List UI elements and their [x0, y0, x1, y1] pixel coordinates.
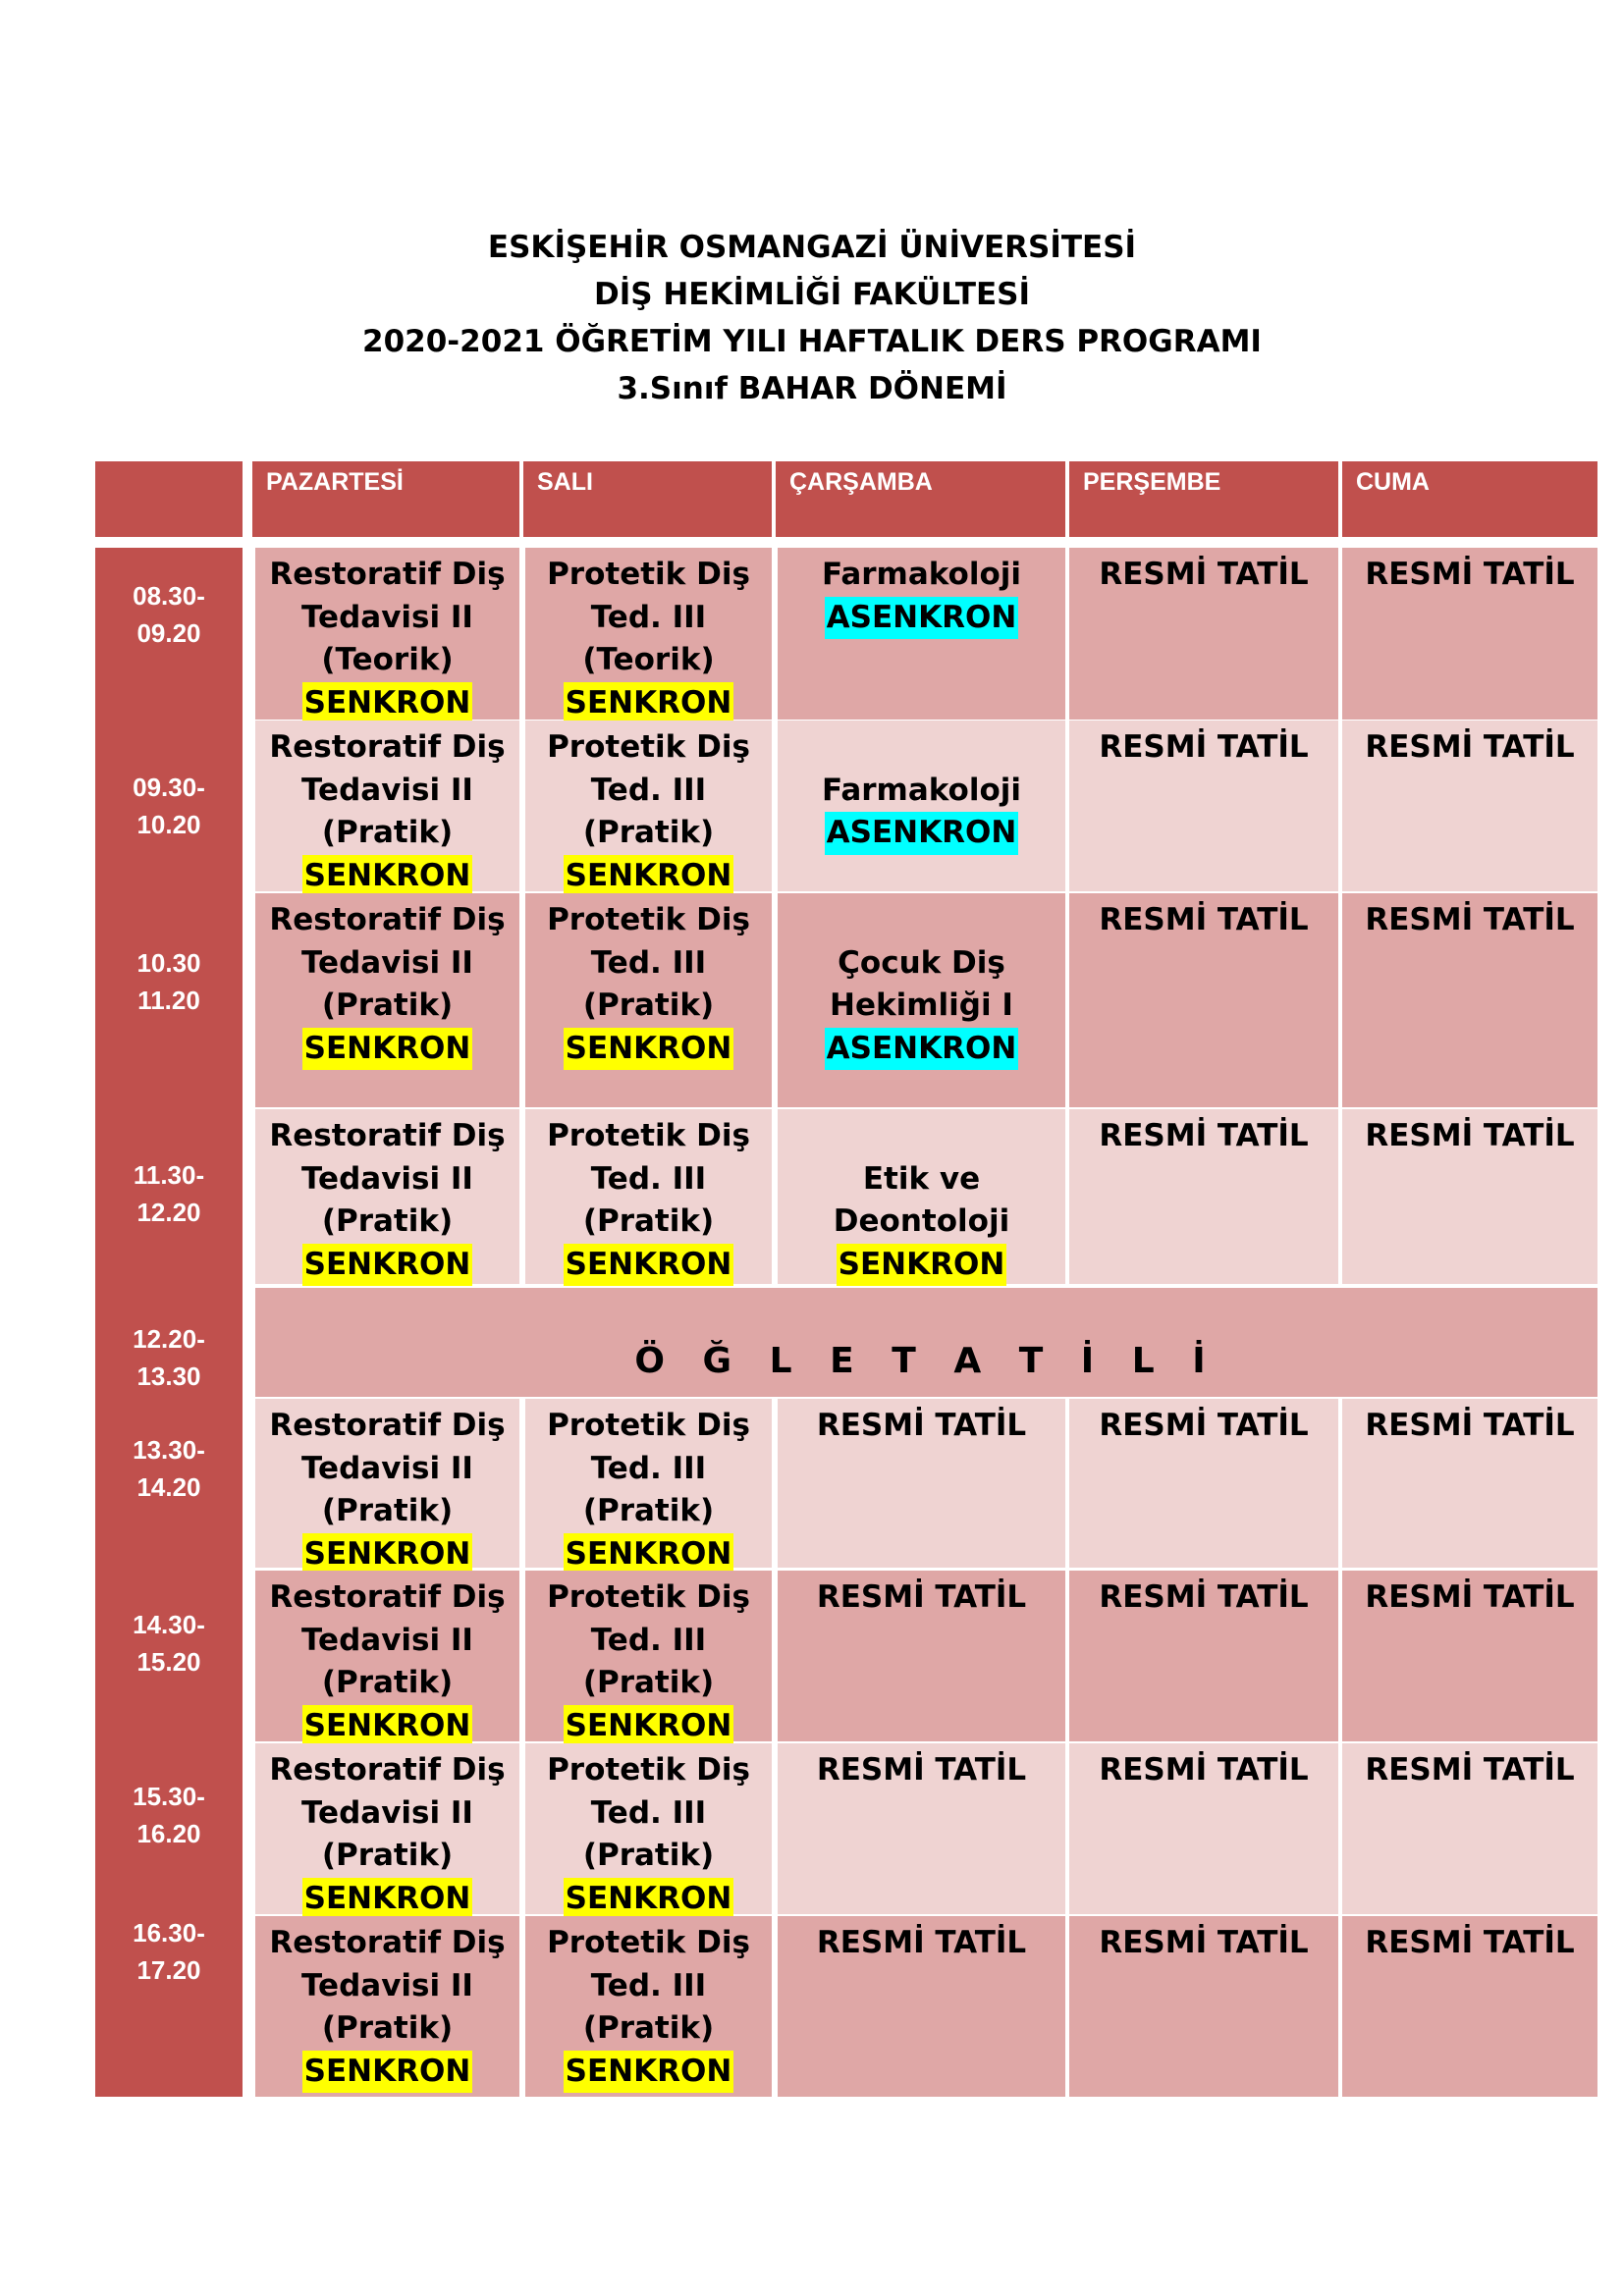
header-day-thursday: PERŞEMBE	[1069, 461, 1338, 537]
course-text: Tedavisi II	[301, 599, 473, 635]
holiday-label: RESMİ TATİL	[1099, 1118, 1309, 1153]
course-text: (Pratik)	[321, 1838, 454, 1873]
mode-badge-senkron: SENKRON	[302, 1705, 473, 1748]
schedule-cell-thursday	[1069, 1399, 1338, 1568]
course-text: Ted. III	[590, 599, 707, 635]
header-corner	[95, 461, 243, 537]
schedule-cell-friday	[1342, 893, 1597, 1107]
time-slot-line: 16.20	[136, 1819, 201, 1848]
course-text: Ted. III	[590, 1794, 707, 1831]
time-slot-label	[95, 1320, 243, 1395]
schedule-cell-wednesday	[778, 1743, 1065, 1914]
title-line-program: 2020-2021 ÖĞRETİM YILI HAFTALIK DERS PROGRAMI	[362, 324, 1262, 359]
course-text: Restoratif Diş	[269, 1925, 506, 1960]
course-text: Etik ve	[862, 1160, 981, 1197]
mode-badge-senkron: SENKRON	[564, 2051, 734, 2094]
mode-badge-senkron: SENKRON	[564, 1028, 734, 1071]
time-slot-label	[95, 1431, 243, 1506]
course-text: Ted. III	[590, 1450, 707, 1486]
course-text: (Pratik)	[321, 1493, 454, 1528]
mode-badge-senkron: SENKRON	[564, 1705, 734, 1748]
holiday-label: RESMİ TATİL	[1099, 1579, 1309, 1615]
course-text: (Pratik)	[321, 1665, 454, 1700]
header-day-friday: CUMA	[1342, 461, 1597, 537]
time-slot-line: 15.20	[136, 1647, 201, 1677]
schedule-cell-monday	[255, 548, 519, 720]
course-text: (Pratik)	[582, 2010, 715, 2046]
title-line-term: 3.Sınıf BAHAR DÖNEMİ	[617, 371, 1007, 406]
schedule-cell-tuesday	[525, 721, 772, 891]
course-text: (Pratik)	[582, 1203, 715, 1239]
mode-badge-asenkron: ASENKRON	[825, 812, 1019, 855]
schedule-cell-tuesday	[525, 893, 772, 1107]
time-slot-line: 09.30-	[133, 773, 205, 802]
course-text: Protetik Diş	[547, 729, 750, 765]
mode-badge-senkron: SENKRON	[564, 1878, 734, 1921]
time-slot-line: 14.20	[136, 1472, 201, 1502]
schedule-cell-friday	[1342, 1916, 1597, 2097]
time-slot-label	[95, 577, 243, 652]
holiday-label: RESMİ TATİL	[1099, 902, 1309, 937]
schedule-cell-wednesday	[778, 1571, 1065, 1741]
schedule-cell-friday	[1342, 1399, 1597, 1568]
course-text: Restoratif Diş	[269, 729, 506, 765]
course-text: Restoratif Diş	[269, 1118, 506, 1153]
time-slot-label	[95, 769, 243, 843]
course-text: (Pratik)	[582, 1838, 715, 1873]
schedule-cell-tuesday	[525, 1571, 772, 1741]
course-text: Protetik Diş	[547, 557, 750, 592]
schedule-cell-monday	[255, 893, 519, 1107]
course-text: Restoratif Diş	[269, 1579, 506, 1615]
schedule-cell-friday	[1342, 721, 1597, 891]
holiday-label: RESMİ TATİL	[1099, 729, 1309, 765]
holiday-label: RESMİ TATİL	[1365, 1752, 1575, 1788]
schedule-cell-thursday	[1069, 893, 1338, 1107]
time-slot-line: 14.30-	[133, 1610, 205, 1639]
time-slot-label	[95, 1914, 243, 1989]
course-text: Protetik Diş	[547, 1925, 750, 1960]
course-text: Hekimliği I	[830, 988, 1013, 1023]
lunch-break-label: Ö Ğ L E T A T İ L İ	[634, 1341, 1218, 1381]
course-text: Ted. III	[590, 1967, 707, 2003]
holiday-label: RESMİ TATİL	[1365, 1579, 1575, 1615]
time-slot-label	[95, 1606, 243, 1681]
title-line-university: ESKİŞEHİR OSMANGAZİ ÜNİVERSİTESİ	[487, 230, 1137, 265]
holiday-label: RESMİ TATİL	[1099, 1752, 1309, 1788]
holiday-label: RESMİ TATİL	[1365, 729, 1575, 765]
mode-badge-senkron: SENKRON	[302, 1533, 473, 1576]
schedule-cell-tuesday	[525, 1916, 772, 2097]
holiday-label: RESMİ TATİL	[1365, 1408, 1575, 1443]
course-text: (Teorik)	[321, 642, 454, 677]
course-text: (Teorik)	[582, 642, 715, 677]
course-text: Ted. III	[590, 1160, 707, 1197]
holiday-label: RESMİ TATİL	[1099, 557, 1309, 592]
course-text: (Pratik)	[321, 815, 454, 850]
mode-badge-senkron: SENKRON	[302, 855, 473, 898]
schedule-cell-thursday	[1069, 1916, 1338, 2097]
course-text: Restoratif Diş	[269, 1408, 506, 1443]
course-text: Tedavisi II	[301, 1967, 473, 2003]
time-slot-line: 16.30-	[133, 1918, 205, 1948]
schedule-cell-friday	[1342, 548, 1597, 720]
holiday-label: RESMİ TATİL	[1099, 1408, 1309, 1443]
course-text: Restoratif Diş	[269, 557, 506, 592]
mode-badge-senkron: SENKRON	[564, 855, 734, 898]
schedule-cell-friday	[1342, 1571, 1597, 1741]
course-text: Farmakoloji	[821, 772, 1022, 808]
time-slot-line: 13.30-	[133, 1435, 205, 1465]
course-text: (Pratik)	[582, 1493, 715, 1528]
course-text: (Pratik)	[582, 988, 715, 1023]
mode-badge-asenkron: ASENKRON	[825, 1028, 1019, 1071]
course-text: Protetik Diş	[547, 1579, 750, 1615]
schedule-cell-friday	[1342, 1109, 1597, 1284]
holiday-label: RESMİ TATİL	[816, 1579, 1027, 1615]
title-line-faculty: DİŞ HEKİMLİĞİ FAKÜLTESİ	[593, 277, 1031, 312]
course-text: Tedavisi II	[301, 772, 473, 808]
time-slot-line: 15.30-	[133, 1782, 205, 1811]
course-text: Protetik Diş	[547, 1752, 750, 1788]
course-text: Protetik Diş	[547, 1118, 750, 1153]
schedule-cell-wednesday	[778, 1916, 1065, 2097]
mode-badge-senkron: SENKRON	[302, 2051, 473, 2094]
mode-badge-asenkron: ASENKRON	[825, 597, 1019, 640]
time-slot-line: 12.20-	[133, 1324, 205, 1354]
time-slot-label	[95, 944, 243, 1019]
mode-badge-senkron: SENKRON	[564, 1244, 734, 1287]
course-text: Deontoloji	[833, 1203, 1010, 1239]
schedule-cell-tuesday	[525, 1743, 772, 1914]
course-text: Ted. III	[590, 944, 707, 981]
time-slot-line: 17.20	[136, 1955, 201, 1985]
course-text: (Pratik)	[321, 2010, 454, 2046]
time-slot-line: 10.30	[136, 948, 201, 978]
course-text: Restoratif Diş	[269, 1752, 506, 1788]
holiday-label: RESMİ TATİL	[816, 1752, 1027, 1788]
schedule-cell-thursday	[1069, 1571, 1338, 1741]
schedule-cell-thursday	[1069, 721, 1338, 891]
holiday-label: RESMİ TATİL	[1365, 902, 1575, 937]
time-slot-line: 13.30	[136, 1362, 201, 1391]
course-text: (Pratik)	[582, 1665, 715, 1700]
mode-badge-senkron: SENKRON	[302, 1028, 473, 1071]
holiday-label: RESMİ TATİL	[1365, 1925, 1575, 1960]
holiday-label: RESMİ TATİL	[816, 1925, 1027, 1960]
schedule-cell-tuesday	[525, 548, 772, 720]
schedule-cell-monday	[255, 1571, 519, 1741]
course-text: Tedavisi II	[301, 1622, 473, 1658]
course-text: Ted. III	[590, 772, 707, 808]
schedule-cell-monday	[255, 1743, 519, 1914]
schedule-cell-friday	[1342, 1743, 1597, 1914]
mode-badge-senkron: SENKRON	[302, 1244, 473, 1287]
header-day-tuesday: SALI	[523, 461, 772, 537]
course-text: Protetik Diş	[547, 902, 750, 937]
schedule-cell-wednesday	[778, 1109, 1065, 1284]
time-slot-line: 11.30-	[133, 1160, 205, 1190]
holiday-label: RESMİ TATİL	[816, 1408, 1027, 1443]
holiday-label: RESMİ TATİL	[1099, 1925, 1309, 1960]
course-text: (Pratik)	[321, 988, 454, 1023]
schedule-cell-monday	[255, 1916, 519, 2097]
schedule-cell-monday	[255, 721, 519, 891]
course-text: (Pratik)	[582, 815, 715, 850]
lunch-break-row	[255, 1288, 1597, 1397]
mode-badge-senkron: SENKRON	[302, 1878, 473, 1921]
schedule-cell-tuesday	[525, 1399, 772, 1572]
time-slot-label	[95, 1156, 243, 1231]
mode-badge-senkron: SENKRON	[564, 1533, 734, 1576]
time-slot-line: 10.20	[136, 810, 201, 839]
course-text: Tedavisi II	[301, 944, 473, 981]
mode-badge-senkron: SENKRON	[302, 682, 473, 725]
course-text: Çocuk Diş	[838, 944, 1005, 981]
document-title	[0, 224, 1624, 412]
schedule-cell-monday	[255, 1109, 519, 1284]
schedule-cell-wednesday	[778, 893, 1065, 1107]
course-text: Farmakoloji	[821, 557, 1022, 592]
mode-badge-senkron: SENKRON	[564, 682, 734, 725]
schedule-cell-wednesday	[778, 548, 1065, 720]
course-text: Protetik Diş	[547, 1408, 750, 1443]
course-text: Restoratif Diş	[269, 902, 506, 937]
course-text: Ted. III	[590, 1622, 707, 1658]
time-slot-label	[95, 1778, 243, 1852]
holiday-label: RESMİ TATİL	[1365, 1118, 1575, 1153]
header-day-monday: PAZARTESİ	[252, 461, 519, 537]
schedule-cell-wednesday	[778, 721, 1065, 891]
course-text: Tedavisi II	[301, 1450, 473, 1486]
schedule-cell-tuesday	[525, 1109, 772, 1284]
course-text: Tedavisi II	[301, 1160, 473, 1197]
schedule-cell-wednesday	[778, 1399, 1065, 1568]
time-slot-line: 09.20	[136, 618, 201, 648]
schedule-cell-thursday	[1069, 1743, 1338, 1914]
schedule-cell-thursday	[1069, 548, 1338, 720]
schedule-cell-thursday	[1069, 1109, 1338, 1284]
schedule-cell-monday	[255, 1399, 519, 1572]
time-slot-line: 08.30-	[133, 581, 205, 611]
course-text: (Pratik)	[321, 1203, 454, 1239]
time-slot-line: 11.20	[137, 986, 200, 1015]
holiday-label: RESMİ TATİL	[1365, 557, 1575, 592]
time-slot-line: 12.20	[136, 1198, 201, 1227]
mode-badge-senkron: SENKRON	[837, 1244, 1007, 1287]
course-text: Tedavisi II	[301, 1794, 473, 1831]
header-day-wednesday: ÇARŞAMBA	[776, 461, 1065, 537]
